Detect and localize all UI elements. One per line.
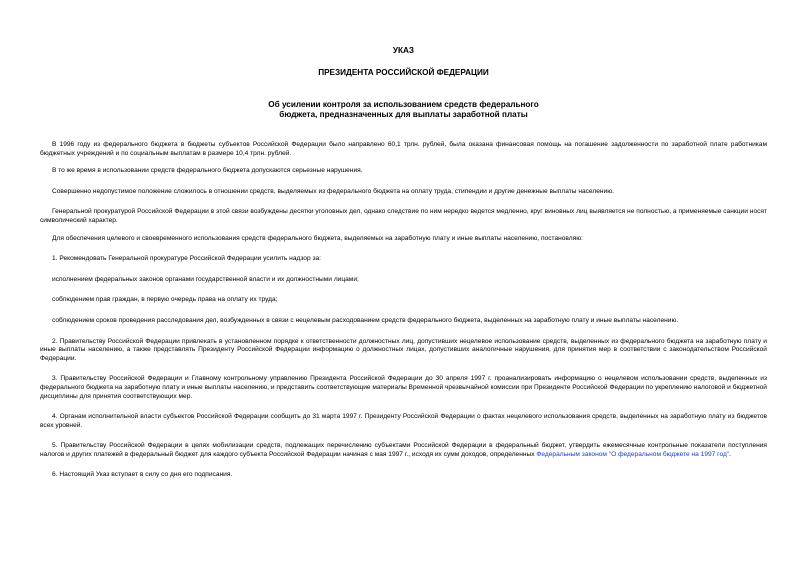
paragraph-6: 1. Рекомендовать Генеральной прокуратуре Российской Федерации усилить надзор за: [52,255,321,263]
document-body [40,141,767,489]
paragraph-2: В то же время в использовании средств федерального бюджета допускаются серьезные нарушения. [52,167,363,175]
paragraph-12: 4. Органам исполнительной власти субъектов Российской Федерации сообщить до 31 марта 1997 г. Президенту Российской Федерации о фактах нецелевого использования средств, выделенных на заработную плату из бюджетов всех уровней. [40,413,767,429]
paragraph-9: соблюдением сроков проведения расследования дел, возбужденных в связи с нецелевым расходованием средств федерального бюджета, выделенных на заработную плату и иные выплаты населению. [52,316,679,324]
paragraph-3: Совершенно недопустимое положение сложилось в отношении средств, выделяемых из федерального бюджета на оплату труда, стипендии и другие денежные выплаты населению. [52,187,614,195]
document-heading-line-1: Об усилении контроля за использованием средств федерального [268,100,539,109]
paragraph-7: исполнением федеральных законов органами государственной власти и их должностными лицами; [52,275,359,283]
paragraph-1: В 1996 году из федерального бюджета в бюджеты субъектов Российской Федерации было направлено 60,1 трлн. рублей, была оказана финансовая помощь на погашение задолженности по заработной плате работникам бюджетных учреждений и по социальным выплатам в размере 10,4 трлн. рублей. [40,141,767,157]
paragraph-4: Генеральной прокуратурой Российской Федерации в этой связи возбуждены десятки уголовных дел, однако следствие по ним нередко ведется медленно, круг виновных лиц выявляется не полностью, а применяемые санкции носят символический характер. [40,208,767,224]
federal-budget-law-link[interactable]: Федеральным законом "О федеральном бюджете на 1997 год" [536,450,730,458]
paragraph-14: 6. Настоящий Указ вступает в силу со дня его подписания. [52,471,233,479]
document-heading-line-2: бюджета, предназначенных для выплаты заработной платы [279,110,528,119]
paragraph-13 [40,442,767,459]
document-title: УКАЗ [392,46,415,55]
paragraph-8: соблюдением прав граждан, в первую очередь права на оплату их труда; [52,296,278,304]
paragraph-11: 3. Правительству Российской Федерации и Главному контрольному управлению Президента Российской Федерации до 30 апреля 1997 г. проанализировать информацию о нецелевом использовании средств, выделенных из федерального бюджета на заработную плату и иные выплаты населению, и представить соответствующие материалы Временной чрезвычайной комиссии при Президенте Российской Федерации по укреплению налоговой и бюджетной дисциплины для принятия соответствующих мер. [40,375,767,400]
paragraph-10: 2. Правительству Российской Федерации привлекать в установленном порядке к ответственности должностных лиц, допустивших нецелевое использование средств, выделенных из федерального бюджета на заработную плату и иные выплаты населению, а также представлять Президенту Российской Федерации информацию о должностных лицах, допустивших аналогичные нарушения, для принятия мер в соответствии с законодательством Российской Федерации. [40,337,767,362]
paragraph-5: Для обеспечения целевого и своевременного использования средств федерального бюджета, выделяемых на заработную плату и иные выплаты населению, постановляю: [52,234,583,242]
document-subtitle: ПРЕЗИДЕНТА РОССИЙСКОЙ ФЕДЕРАЦИИ [318,68,489,77]
paragraph-13-text: 5. Правительству Российской Федерации в целях мобилизации средств, подлежащих перечислению субъектами Российской Федерации в федеральный бюджет, утвердить ежемесячные контрольные показатели поступления налогов и других платежей в федеральный бюджет для каждого субъекта Российской Федерации начиная с мая 1997 г., исходя их сумм доходов, определенных [40,442,767,458]
document-heading [40,100,767,120]
paragraph-13-end: . [729,450,731,458]
